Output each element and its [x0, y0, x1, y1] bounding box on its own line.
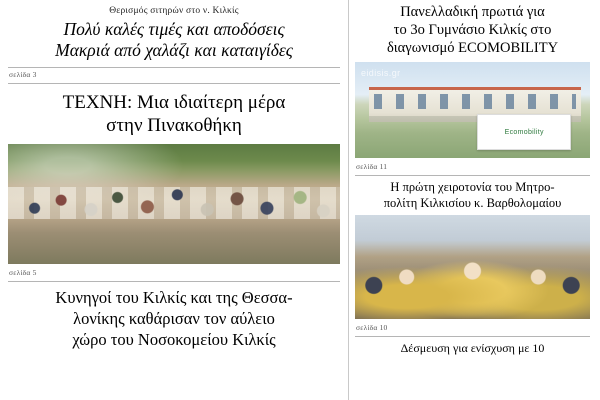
ordination-ceremony-photo	[355, 215, 590, 319]
hunters-headline	[8, 288, 340, 350]
festival-page-reference: σελίδα 5	[9, 268, 37, 278]
harvest-kicker: Θερισμός σιτηρών στο ν. Κιλκίς	[109, 6, 239, 16]
lead-headline	[8, 19, 340, 62]
school-page-reference: σελίδα 11	[356, 161, 388, 171]
divider-rule-ordination-top	[355, 175, 590, 176]
ordination-headline	[355, 180, 590, 211]
art-headline-line-1: ΤΕΧΝΗ: Μια ιδιαίτερη μέρα	[62, 91, 286, 113]
hunters-headline-line-3: χώρο του Νοσοκομείου Κιλκίς	[72, 329, 276, 349]
ecomobility-badge: Ecomobility	[477, 114, 571, 150]
ecomobility-headline-line-2: το 3ο Γυμνάσιο Κιλκίς στο	[393, 21, 552, 38]
bottom-headline: Δέσμευση για ενίσχυση με 10	[400, 341, 545, 356]
open-air-art-workshop-photo	[8, 144, 340, 264]
divider-rule-bottom	[355, 336, 590, 337]
hunters-headline-line-2: λονίκης καθάρισαν τον αύλειο	[73, 308, 275, 328]
ecomobility-headline	[355, 4, 590, 58]
lead-headline-line-1: Πολύ καλές τιμές και αποδόσεις	[63, 19, 285, 39]
ecomobility-headline-line-3: διαγωνισμό ECOMOBILITY	[386, 39, 559, 56]
divider-rule-lead	[8, 67, 340, 68]
divider-rule-hunters-top	[8, 281, 340, 282]
hunters-headline-line-1: Κυνηγοί του Κιλκίς και της Θεσσα-	[55, 288, 293, 308]
divider-rule-art-top	[8, 83, 340, 84]
lead-page-reference: σελίδα 3	[9, 69, 37, 79]
art-headline-line-2: στην Πινακοθήκη	[106, 115, 242, 137]
ecomobility-headline-line-1: Πανελλαδική πρωτιά για	[400, 4, 545, 20]
clergy-page-reference: σελίδα 10	[356, 323, 388, 333]
site-watermark: eidisis.gr	[361, 67, 401, 78]
ordination-headline-line-1: Η πρώτη χειροτονία του Μητρο-	[390, 179, 555, 194]
ordination-headline-line-2: πολίτη Κιλκισίου κ. Βαρθολομαίου	[383, 195, 562, 210]
lead-headline-line-2: Μακριά από χαλάζι και καταιγίδες	[55, 40, 293, 61]
right-column	[348, 0, 600, 400]
art-headline	[8, 91, 340, 139]
third-gymnasium-kilkis-photo	[355, 62, 590, 158]
